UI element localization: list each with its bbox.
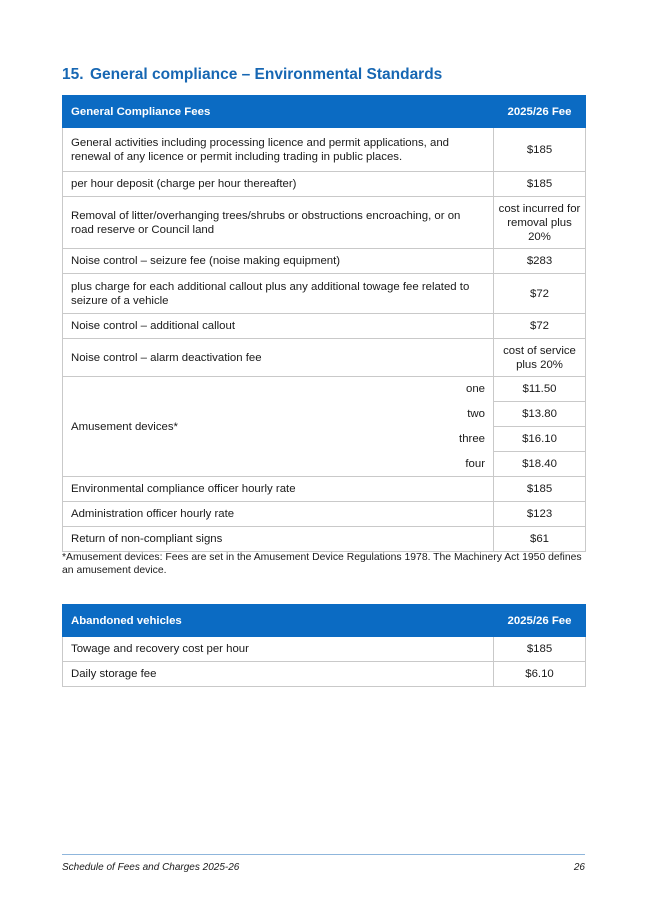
row-fee: $283 xyxy=(494,249,586,274)
row-fee: cost of service plus 20% xyxy=(494,339,586,377)
row-fee: $72 xyxy=(494,274,586,314)
footnote: *Amusement devices: Fees are set in the Amusement Device Regulations 1978. The Machinery Act 1950 defines an amusement device. xyxy=(62,552,582,576)
section-heading xyxy=(62,66,442,84)
row-item: Daily storage fee xyxy=(63,662,494,687)
row-item: Noise control – additional callout xyxy=(63,314,494,339)
footer-divider xyxy=(62,854,585,855)
tier-fee: $16.10 xyxy=(494,427,586,452)
row-fee: $185 xyxy=(494,172,586,197)
row-item: Removal of litter/overhanging trees/shrubs or obstructions encroaching, or on road reserve or Council land xyxy=(63,197,494,249)
column-header-fee: 2025/26 Fee xyxy=(494,605,586,637)
table-header-row xyxy=(63,96,586,128)
row-fee: $185 xyxy=(494,128,586,172)
table-row xyxy=(63,502,586,527)
row-item: Towage and recovery cost per hour xyxy=(63,637,494,662)
tier-label: one xyxy=(465,383,485,396)
table-row xyxy=(63,172,586,197)
amusement-label: Amusement devices* xyxy=(71,420,178,433)
table-row xyxy=(63,274,586,314)
amusement-row xyxy=(63,377,586,402)
tier-fee: $11.50 xyxy=(494,377,586,402)
row-fee: cost incurred for removal plus 20% xyxy=(494,197,586,249)
row-item: Noise control – alarm deactivation fee xyxy=(63,339,494,377)
tier-label: two xyxy=(467,408,485,421)
section-number: 15. xyxy=(62,66,84,83)
row-fee: $123 xyxy=(494,502,586,527)
row-item: General activities including processing licence and permit applications, and renewal of any licence or permit including trading in public places. xyxy=(63,128,494,172)
table-row xyxy=(63,477,586,502)
row-item: Environmental compliance officer hourly rate xyxy=(63,477,494,502)
row-fee: $72 xyxy=(494,314,586,339)
table-row xyxy=(63,197,586,249)
tier-fee: $18.40 xyxy=(494,452,586,477)
section-title: General compliance – Environmental Standards xyxy=(90,66,443,83)
table-header-row xyxy=(63,605,586,637)
tier-fee: $13.80 xyxy=(494,402,586,427)
column-header-item: General Compliance Fees xyxy=(63,96,494,128)
table-row xyxy=(63,128,586,172)
row-fee: $185 xyxy=(494,477,586,502)
compliance-fees-table xyxy=(62,95,586,552)
row-item: per hour deposit (charge per hour thereafter) xyxy=(63,172,494,197)
footer-page-number: 26 xyxy=(573,862,585,873)
row-item: Return of non-compliant signs xyxy=(63,527,494,552)
amusement-cell xyxy=(63,377,494,477)
row-fee: $61 xyxy=(494,527,586,552)
tier-label: three xyxy=(459,432,485,445)
table-row xyxy=(63,339,586,377)
abandoned-vehicles-table xyxy=(62,604,586,687)
column-header-item: Abandoned vehicles xyxy=(63,605,494,637)
table-row xyxy=(63,527,586,552)
table-row xyxy=(63,662,586,687)
tier-label: four xyxy=(465,457,485,470)
row-item: Administration officer hourly rate xyxy=(63,502,494,527)
row-fee: $185 xyxy=(494,637,586,662)
table-row xyxy=(63,249,586,274)
amusement-tier-labels xyxy=(433,377,493,476)
footer-document-title: Schedule of Fees and Charges 2025-26 xyxy=(62,862,240,873)
row-item: Noise control – seizure fee (noise making equipment) xyxy=(63,249,494,274)
row-fee: $6.10 xyxy=(494,662,586,687)
row-item: plus charge for each additional callout plus any additional towage fee related to seizure of a vehicle xyxy=(63,274,494,314)
table-row xyxy=(63,314,586,339)
column-header-fee: 2025/26 Fee xyxy=(494,96,586,128)
table-row xyxy=(63,637,586,662)
